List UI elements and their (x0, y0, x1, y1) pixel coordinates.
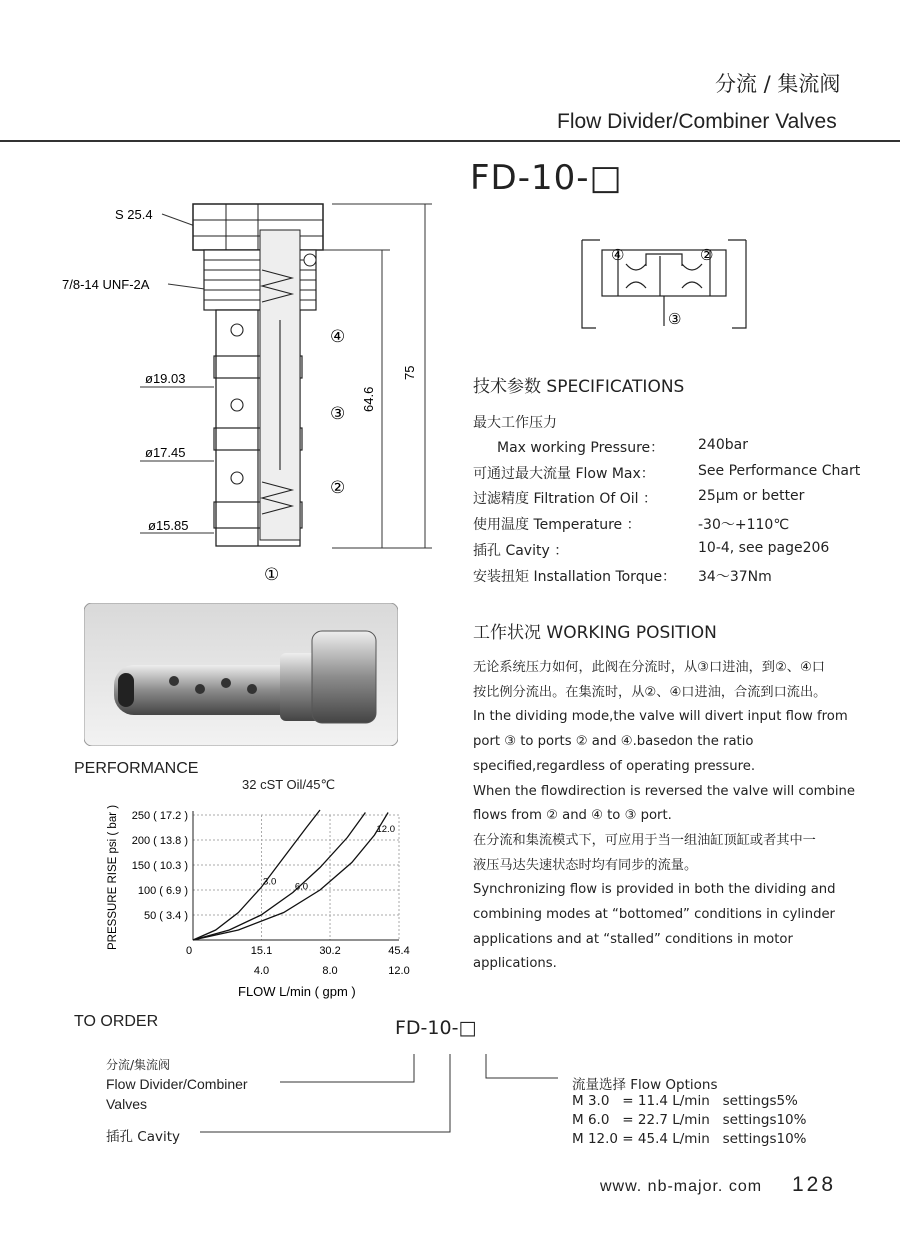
order-item1-cn: 分流/集流阀 (106, 1058, 171, 1072)
wp-line: applications and at “stalled” conditions in motor (473, 931, 793, 947)
page-number: 128 (792, 1173, 837, 1196)
wp-line: In the dividing mode,the valve will divert input flow from (473, 709, 848, 725)
chart-series-line (193, 810, 320, 940)
wp-line: specified,regardless of operating pressure. (473, 758, 756, 774)
wp-line: 在分流和集流模式下，可应用于当一组油缸顶缸或者其中一 (473, 832, 816, 848)
port-2-label: ② (330, 478, 346, 497)
chart-ylabel: PRESSURE RISE psi ( bar ) (107, 804, 119, 950)
wp-line: Synchronizing flow is provided in both the dividing and (473, 882, 836, 898)
spec-row-1-label: 可通过最大流量 Flow Max： (473, 466, 655, 482)
chart-y-tick-label: 200 ( 13.8 ) (131, 835, 188, 847)
chart-y-tick-label: 50 ( 3.4 ) (143, 910, 188, 922)
chart-y-tick-label: 250 ( 17.2 ) (131, 810, 188, 822)
performance-chart (90, 800, 420, 1005)
chart-y-tick-label: 150 ( 10.3 ) (131, 860, 188, 872)
spec-row-0-label: Max working Pressure： (497, 440, 665, 456)
order-leader-lines (190, 1050, 570, 1140)
spec-row-2-value: 25μm or better (698, 488, 805, 504)
header-title-cn: 分流 / 集流阀 (715, 72, 841, 96)
wp-line: 液压马达失速状态时均有同步的流量。 (473, 857, 698, 873)
spec-row-0-label-cn: 最大工作压力 (473, 415, 557, 431)
spec-row-0-value: 240bar (698, 437, 748, 453)
chart-series-label: 12.0 (376, 824, 395, 835)
spec-row-3-value: -30～+110℃ (698, 517, 790, 533)
port-4-label: ④ (330, 327, 346, 346)
chart-y-tick-label: 100 ( 6.9 ) (137, 885, 188, 897)
length-inner-label: 64.6 (361, 386, 376, 412)
dia2-label: ø17.45 (145, 445, 186, 460)
flow-option-1: M 6.0 = 22.7 L/min settings10% (572, 1112, 807, 1128)
symbol-port-3: ③ (668, 311, 682, 328)
header-divider (0, 140, 900, 142)
chart-xlabel: FLOW L/min ( gpm ) (238, 984, 356, 999)
chart-x-tick-label-gpm: 4.0 (253, 965, 270, 977)
port-3-label: ③ (330, 404, 346, 423)
chart-x-tick-label: 30.2 (319, 945, 341, 957)
performance-subtitle: 32 cST Oil/45℃ (242, 777, 336, 792)
order-model: FD-10-□ (395, 1017, 477, 1039)
chart-x-tick-label-gpm: 12.0 (388, 965, 410, 977)
spec-row-1-value: See Performance Chart (698, 463, 861, 479)
chart-series-line (193, 813, 365, 941)
spec-row-5-label: 安装扭矩 Installation Torque： (473, 569, 677, 585)
length-total-label: 75 (402, 365, 417, 380)
spec-row-3-label: 使用温度 Temperature ： (473, 517, 641, 533)
working-position-text (473, 656, 893, 977)
wp-line: port ③ to ports ② and ④.basedon the ratio (473, 734, 754, 750)
wp-line: combining modes at “bottomed” conditions in cylinder (473, 907, 835, 923)
chart-frame (193, 815, 399, 940)
header-title-en: Flow Divider/Combiner Valves (557, 110, 837, 133)
valve-cross-section-drawing (40, 190, 440, 590)
order-item1-en2: Valves (106, 1096, 147, 1112)
wp-line: 无论系统压力如何，此阀在分流时，从③口进油，到②、④口 (473, 660, 825, 675)
performance-title: PERFORMANCE (74, 760, 199, 777)
chart-series-label: 3.0 (263, 876, 277, 888)
spec-row-4-label: 插孔 Cavity ： (473, 543, 569, 559)
thread-label: 7/8-14 UNF-2A (62, 277, 150, 292)
wp-line: applications. (473, 956, 557, 972)
order-title: TO ORDER (74, 1013, 159, 1030)
working-position-title: 工作状况 WORKING POSITION (473, 623, 717, 643)
chart-x-tick-label: 15.1 (250, 945, 273, 957)
product-photo (84, 603, 398, 746)
order-item1-en1: Flow Divider/Combiner (106, 1076, 248, 1092)
spec-row-2-label: 过滤精度 Filtration Of Oil ： (473, 491, 658, 507)
order-item2: 插孔 Cavity (106, 1129, 181, 1145)
chart-series-label: 6.0 (294, 881, 309, 893)
spec-row-5-value: 34～37Nm (698, 569, 772, 585)
chart-x-tick-label: 0 (185, 945, 193, 957)
wp-line: flows from ② and ④ to ③ port. (473, 808, 672, 824)
wp-line: When the flowdirection is reversed the valve will combine (473, 783, 856, 799)
flow-options-title: 流量选择 Flow Options (572, 1077, 718, 1093)
flow-option-2: M 12.0 = 45.4 L/min settings10% (572, 1131, 807, 1147)
spec-row-4-value: 10-4, see page206 (698, 540, 830, 556)
spec-title: 技术参数 SPECIFICATIONS (473, 377, 685, 397)
hydraulic-symbol (578, 236, 750, 332)
flow-option-0: M 3.0 = 11.4 L/min settings5% (572, 1093, 798, 1109)
model-number: FD-10-□ (470, 158, 623, 198)
wp-line: 按比例分流出。在集流时，从②、④口进油，合流到口流出。 (473, 684, 827, 700)
dia1-label: ø19.03 (145, 371, 186, 386)
dia3-label: ø15.85 (148, 518, 189, 533)
chart-x-tick-label: 45.4 (388, 945, 410, 957)
chart-series-line (193, 813, 388, 941)
port-1-label: ① (264, 565, 280, 584)
symbol-port-2: ② (700, 247, 714, 264)
footer-url: www. nb-major. com (600, 1178, 763, 1195)
symbol-port-4: ④ (611, 247, 625, 264)
chart-x-tick-label-gpm: 8.0 (322, 965, 338, 977)
hex-size-label: S 25.4 (115, 207, 153, 222)
